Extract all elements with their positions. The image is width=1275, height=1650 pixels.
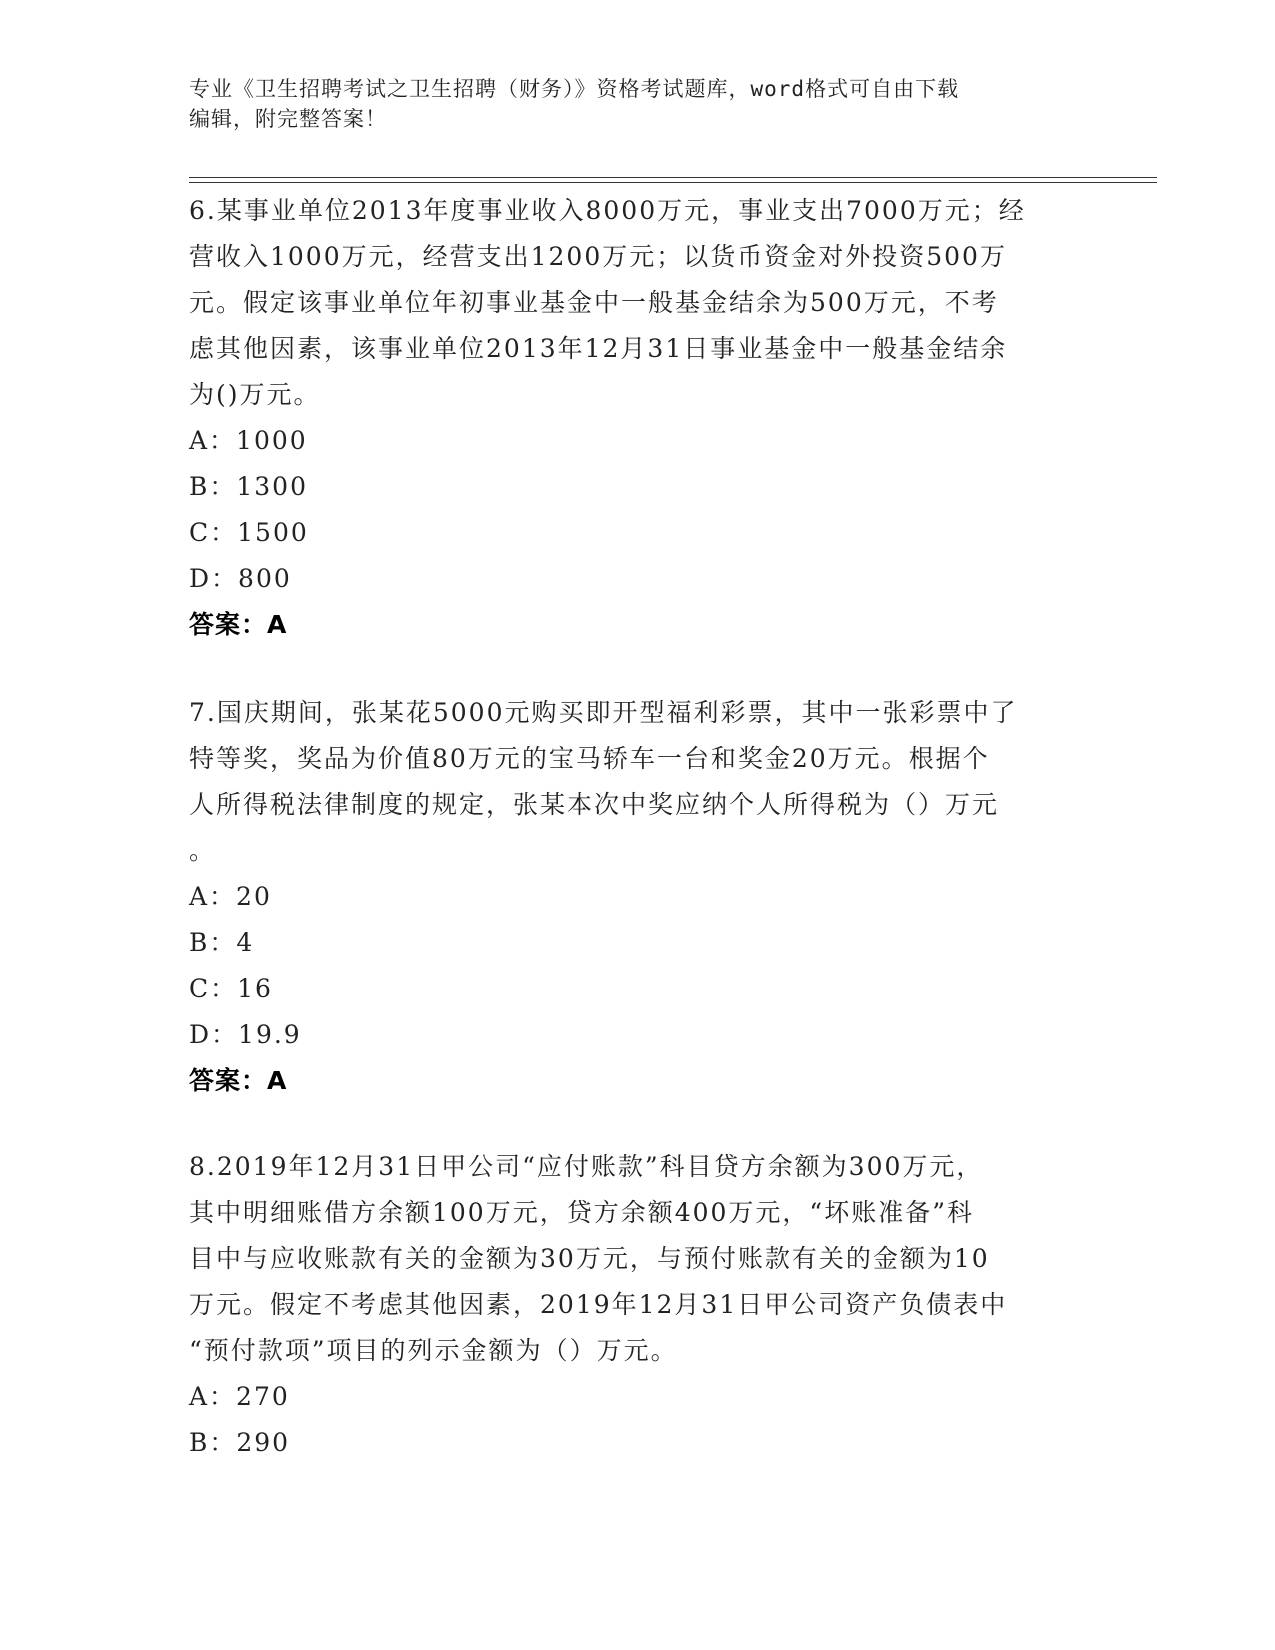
question-stem-line: 。 <box>189 836 217 865</box>
document-header <box>189 74 1079 134</box>
option-d: D：800 <box>189 564 292 593</box>
question-stem-line: 8.2019年12月31日甲公司“应付账款”科目贷方余额为300万元， <box>189 1152 984 1181</box>
question-stem-line: 营收入1000万元，经营支出1200万元；以货币资金对外投资500万 <box>189 242 1007 271</box>
option-a: A：270 <box>189 1382 290 1411</box>
question-stem-line: “预付款项”项目的列示金额为（）万元。 <box>189 1336 678 1365</box>
question-6 <box>189 188 1079 648</box>
option-a: A：1000 <box>189 426 308 455</box>
question-stem-line: 万元。假定不考虑其他因素，2019年12月31日甲公司资产负债表中 <box>189 1290 1008 1319</box>
option-a: A：20 <box>189 882 272 911</box>
question-stem-line: 虑其他因素，该事业单位2013年12月31日事业基金中一般基金结余 <box>189 334 1008 363</box>
question-stem-line: 为()万元。 <box>189 380 321 409</box>
option-b: B：1300 <box>189 472 308 501</box>
header-line-2: 编辑，附完整答案！ <box>189 107 387 131</box>
question-7 <box>189 690 1079 1104</box>
question-stem-line: 目中与应收账款有关的金额为30万元，与预付账款有关的金额为10 <box>189 1244 990 1273</box>
question-stem-line: 其中明细账借方余额100万元，贷方余额400万元，“坏账准备”科 <box>189 1198 974 1227</box>
option-d: D：19.9 <box>189 1020 302 1049</box>
question-stem-line: 特等奖，奖品为价值80万元的宝马轿车一台和奖金20万元。根据个 <box>189 744 990 773</box>
answer-label: 答案：A <box>189 610 288 639</box>
question-stem-line: 元。假定该事业单位年初事业基金中一般基金结余为500万元，不考 <box>189 288 999 317</box>
option-b: B：290 <box>189 1428 291 1457</box>
question-stem-line: 7.国庆期间，张某花5000元购买即开型福利彩票，其中一张彩票中了 <box>189 698 1018 727</box>
option-c: C：1500 <box>189 518 309 547</box>
header-line-1: 专业《卫生招聘考试之卫生招聘（财务）》资格考试题库，word格式可自由下载 <box>189 77 960 101</box>
answer-label: 答案：A <box>189 1066 288 1095</box>
question-8 <box>189 1144 1079 1466</box>
option-c: C：16 <box>189 974 273 1003</box>
question-stem-line: 6.某事业单位2013年度事业收入8000万元，事业支出7000万元；经 <box>189 196 1026 225</box>
question-stem-line: 人所得税法律制度的规定，张某本次中奖应纳个人所得税为（）万元 <box>189 790 1000 819</box>
header-divider-top <box>189 177 1157 178</box>
option-b: B：4 <box>189 928 255 957</box>
header-divider-bottom <box>189 182 1157 183</box>
